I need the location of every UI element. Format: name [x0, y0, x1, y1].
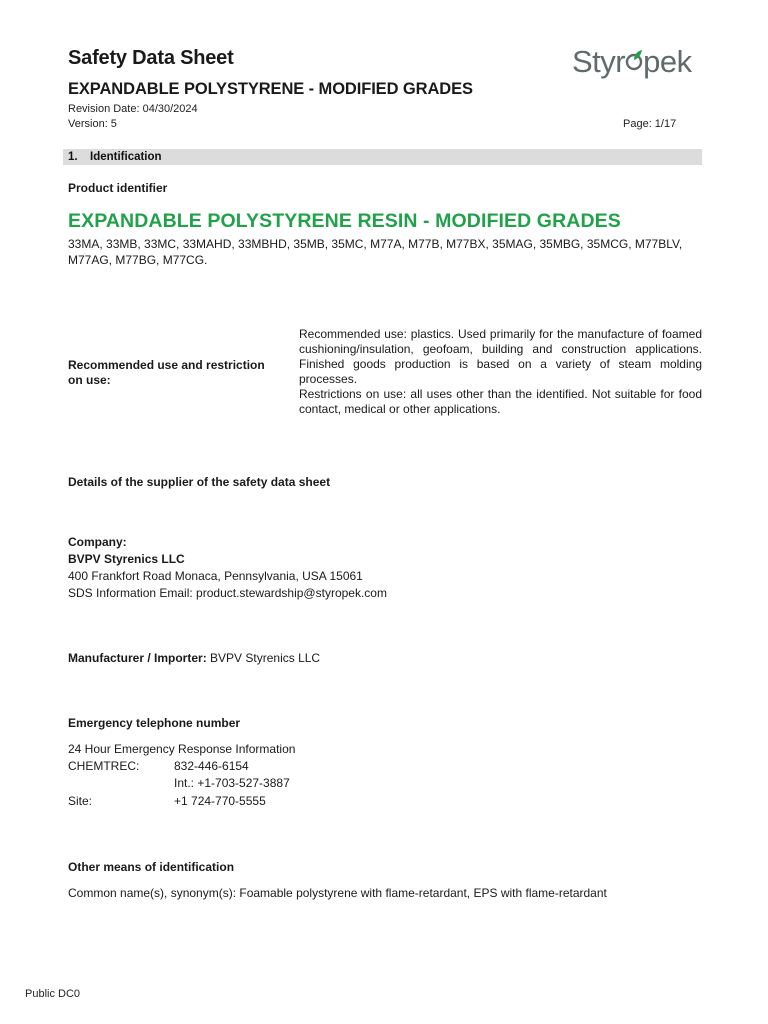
emergency-heading: Emergency telephone number [68, 716, 241, 730]
restrictions-paragraph: Restrictions on use: all uses other than the identified. Not suitable for food contact, medical or other applications. [299, 387, 702, 416]
recommended-use-text [299, 327, 702, 417]
classification-footer: Public DC0 [25, 988, 81, 1000]
chemtrec-number: 832-446-6154 [174, 759, 249, 773]
international-number: Int.: +1-703-527-3887 [174, 776, 290, 790]
product-grades: 33MA, 33MB, 33MC, 33MAHD, 33MBHD, 35MB, 35MC, M77A, M77B, M77BX, 35MAG, 35MBG, 35MCG, M77BLV, M77AG, M77BG, M77CG. [68, 237, 683, 267]
company-address: 400 Frankfort Road Monaca, Pennsylvania, USA 15061 [68, 569, 363, 583]
logo-text-before: Styr [572, 44, 626, 79]
manufacturer-value: BVPV Styrenics LLC [210, 651, 321, 665]
section-heading-identification [63, 149, 702, 165]
recommended-use-paragraph: Recommended use: plastics. Used primarily for the manufacture of foamed cushioning/insulation, geofoam, building and construction applications. Finished goods production is based on a variety of steam molding processes. [299, 327, 702, 386]
page-number: Page: 1/17 [623, 118, 677, 130]
common-names: Common name(s), synonym(s): Foamable polystyrene with flame-retardant, EPS with flame-retardant [68, 886, 607, 900]
product-identifier-heading: Product identifier [68, 181, 168, 195]
styropek-logo [572, 44, 692, 84]
document-title: Safety Data Sheet [68, 47, 234, 69]
revision-date: Revision Date: 04/30/2024 [68, 103, 198, 115]
company-name: BVPV Styrenics LLC [68, 552, 185, 566]
other-identification-heading: Other means of identification [68, 860, 235, 874]
section-label: Identification [90, 151, 162, 163]
company-label: Company: [68, 535, 127, 549]
version: Version: 5 [68, 118, 117, 130]
emergency-intro: 24 Hour Emergency Response Information [68, 742, 296, 756]
manufacturer-line [68, 650, 320, 667]
logo-text-after: pek [643, 44, 692, 79]
recommended-use-label-line2: on use: [68, 373, 111, 387]
manufacturer-label: Manufacturer / Importer: [68, 651, 207, 665]
document-subtitle: EXPANDABLE POLYSTYRENE - MODIFIED GRADES [68, 80, 473, 98]
recommended-use-label-line1: Recommended use and restriction [68, 358, 265, 372]
chemtrec-label: CHEMTREC: [68, 759, 140, 773]
sds-email: SDS Information Email: product.stewardship@styropek.com [68, 586, 387, 600]
section-number: 1. [68, 151, 78, 163]
product-name: EXPANDABLE POLYSTYRENE RESIN - MODIFIED GRADES [68, 210, 621, 232]
site-label: Site: [68, 794, 93, 808]
leaf-o-icon [625, 48, 643, 72]
site-number: +1 724-770-5555 [174, 794, 266, 808]
supplier-heading: Details of the supplier of the safety data sheet [68, 475, 331, 489]
